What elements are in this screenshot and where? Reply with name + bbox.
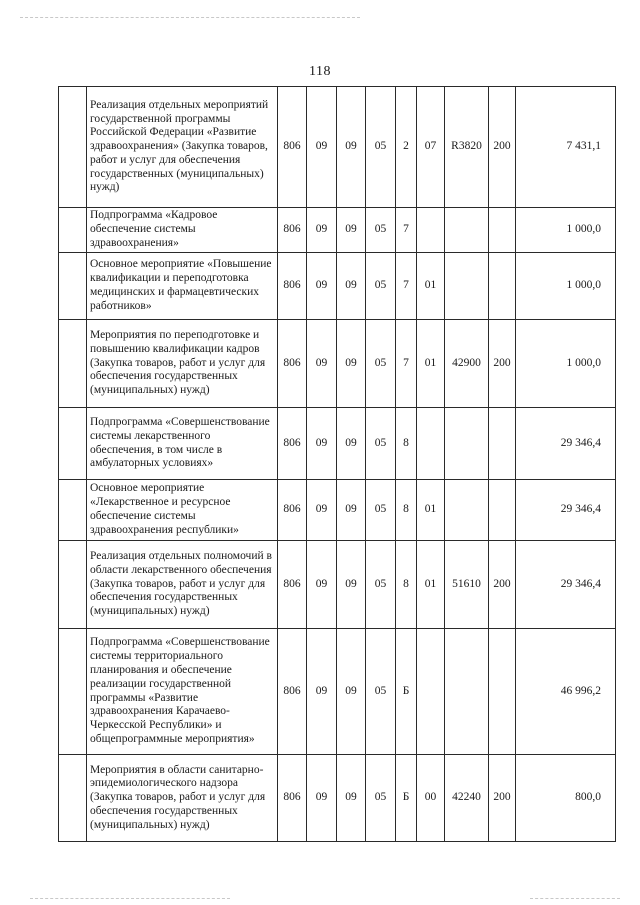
scan-artifact-bottom-right <box>530 898 620 899</box>
budget-table <box>58 86 616 842</box>
subprogram-code: 8 <box>396 480 417 541</box>
row-number-cell <box>59 629 87 755</box>
subsection-code: 09 <box>337 87 366 208</box>
event-code: 01 <box>417 480 445 541</box>
subprogram-code: 7 <box>396 253 417 320</box>
subsection-code: 09 <box>337 480 366 541</box>
direction-code <box>445 629 489 755</box>
item-name: Мероприятия по переподготовке и повышению квалификации кадров (Закупка товаров, работ и услуг для обеспечения государственных (муниципальных) нужд) <box>87 320 278 408</box>
section-code: 09 <box>307 253 337 320</box>
section-code: 09 <box>307 755 337 842</box>
section-code: 09 <box>307 629 337 755</box>
department-code: 806 <box>278 320 307 408</box>
scan-artifact-bottom <box>30 898 230 899</box>
program-code: 05 <box>366 408 396 480</box>
event-code <box>417 208 445 253</box>
item-name: Подпрограмма «Совершенствование системы лекарственного обеспечения, в том числе в амбулаторных условиях» <box>87 408 278 480</box>
subsection-code: 09 <box>337 408 366 480</box>
expense-type-code: 200 <box>489 87 516 208</box>
amount: 1 000,0 <box>516 253 616 320</box>
expense-type-code <box>489 408 516 480</box>
program-code: 05 <box>366 320 396 408</box>
direction-code <box>445 253 489 320</box>
section-code: 09 <box>307 320 337 408</box>
item-name: Мероприятия в области санитарно-эпидемиологического надзора (Закупка товаров, работ и услуг для обеспечения государственных (муниципальных) нужд) <box>87 755 278 842</box>
department-code: 806 <box>278 541 307 629</box>
department-code: 806 <box>278 208 307 253</box>
amount: 29 346,4 <box>516 541 616 629</box>
program-code: 05 <box>366 253 396 320</box>
department-code: 806 <box>278 629 307 755</box>
department-code: 806 <box>278 408 307 480</box>
event-code: 00 <box>417 755 445 842</box>
program-code: 05 <box>366 480 396 541</box>
expense-type-code: 200 <box>489 541 516 629</box>
row-number-cell <box>59 253 87 320</box>
direction-code: 51610 <box>445 541 489 629</box>
subsection-code: 09 <box>337 629 366 755</box>
subprogram-code: 7 <box>396 320 417 408</box>
item-name: Основное мероприятие «Лекарственное и ресурсное обеспечение системы здравоохранения республики» <box>87 480 278 541</box>
section-code: 09 <box>307 480 337 541</box>
table-row <box>59 253 616 320</box>
item-name: Подпрограмма «Совершенствование системы территориального планирования и обеспечение реализации государственной программы «Развитие здравоохранения Карачаево-Черкесской Республики» и общепрограммные мероприятия» <box>87 629 278 755</box>
subprogram-code: 7 <box>396 208 417 253</box>
table-row <box>59 755 616 842</box>
subsection-code: 09 <box>337 320 366 408</box>
table-body <box>59 87 616 842</box>
amount: 29 346,4 <box>516 408 616 480</box>
table-row <box>59 87 616 208</box>
amount: 7 431,1 <box>516 87 616 208</box>
program-code: 05 <box>366 755 396 842</box>
direction-code <box>445 208 489 253</box>
scan-artifact-top <box>20 17 360 18</box>
amount: 46 996,2 <box>516 629 616 755</box>
expense-type-code <box>489 253 516 320</box>
department-code: 806 <box>278 480 307 541</box>
table-row <box>59 320 616 408</box>
row-number-cell <box>59 208 87 253</box>
department-code: 806 <box>278 253 307 320</box>
event-code: 01 <box>417 320 445 408</box>
item-name: Подпрограмма «Кадровое обеспечение системы здравоохранения» <box>87 208 278 253</box>
department-code: 806 <box>278 87 307 208</box>
subsection-code: 09 <box>337 208 366 253</box>
row-number-cell <box>59 480 87 541</box>
program-code: 05 <box>366 629 396 755</box>
program-code: 05 <box>366 541 396 629</box>
row-number-cell <box>59 408 87 480</box>
direction-code <box>445 408 489 480</box>
department-code: 806 <box>278 755 307 842</box>
direction-code: R3820 <box>445 87 489 208</box>
event-code: 07 <box>417 87 445 208</box>
row-number-cell <box>59 87 87 208</box>
program-code: 05 <box>366 87 396 208</box>
expense-type-code <box>489 480 516 541</box>
subprogram-code: 8 <box>396 408 417 480</box>
subprogram-code: 8 <box>396 541 417 629</box>
direction-code: 42900 <box>445 320 489 408</box>
section-code: 09 <box>307 208 337 253</box>
table-row <box>59 408 616 480</box>
section-code: 09 <box>307 408 337 480</box>
program-code: 05 <box>366 208 396 253</box>
row-number-cell <box>59 320 87 408</box>
expense-type-code <box>489 208 516 253</box>
section-code: 09 <box>307 541 337 629</box>
row-number-cell <box>59 755 87 842</box>
direction-code <box>445 480 489 541</box>
table-row <box>59 541 616 629</box>
subsection-code: 09 <box>337 541 366 629</box>
direction-code: 42240 <box>445 755 489 842</box>
subprogram-code: Б <box>396 755 417 842</box>
expense-type-code <box>489 629 516 755</box>
item-name: Основное мероприятие «Повышение квалификации и переподготовка медицинских и фармацевтических работников» <box>87 253 278 320</box>
expense-type-code: 200 <box>489 755 516 842</box>
subprogram-code: Б <box>396 629 417 755</box>
amount: 1 000,0 <box>516 320 616 408</box>
table-row <box>59 480 616 541</box>
amount: 800,0 <box>516 755 616 842</box>
item-name: Реализация отдельных мероприятий государственной программы Российской Федерации «Развитие здравоохранения» (Закупка товаров, работ и услуг для обеспечения государственных (муниципальных) нужд) <box>87 87 278 208</box>
expense-type-code: 200 <box>489 320 516 408</box>
amount: 1 000,0 <box>516 208 616 253</box>
table-row <box>59 208 616 253</box>
item-name: Реализация отдельных полномочий в области лекарственного обеспечения (Закупка товаров, работ и услуг для обеспечения государственных (муниципальных) нужд) <box>87 541 278 629</box>
subsection-code: 09 <box>337 755 366 842</box>
row-number-cell <box>59 541 87 629</box>
subsection-code: 09 <box>337 253 366 320</box>
page-number: 118 <box>309 64 331 79</box>
event-code: 01 <box>417 253 445 320</box>
subprogram-code: 2 <box>396 87 417 208</box>
section-code: 09 <box>307 87 337 208</box>
table-row <box>59 629 616 755</box>
amount: 29 346,4 <box>516 480 616 541</box>
event-code <box>417 629 445 755</box>
event-code <box>417 408 445 480</box>
event-code: 01 <box>417 541 445 629</box>
